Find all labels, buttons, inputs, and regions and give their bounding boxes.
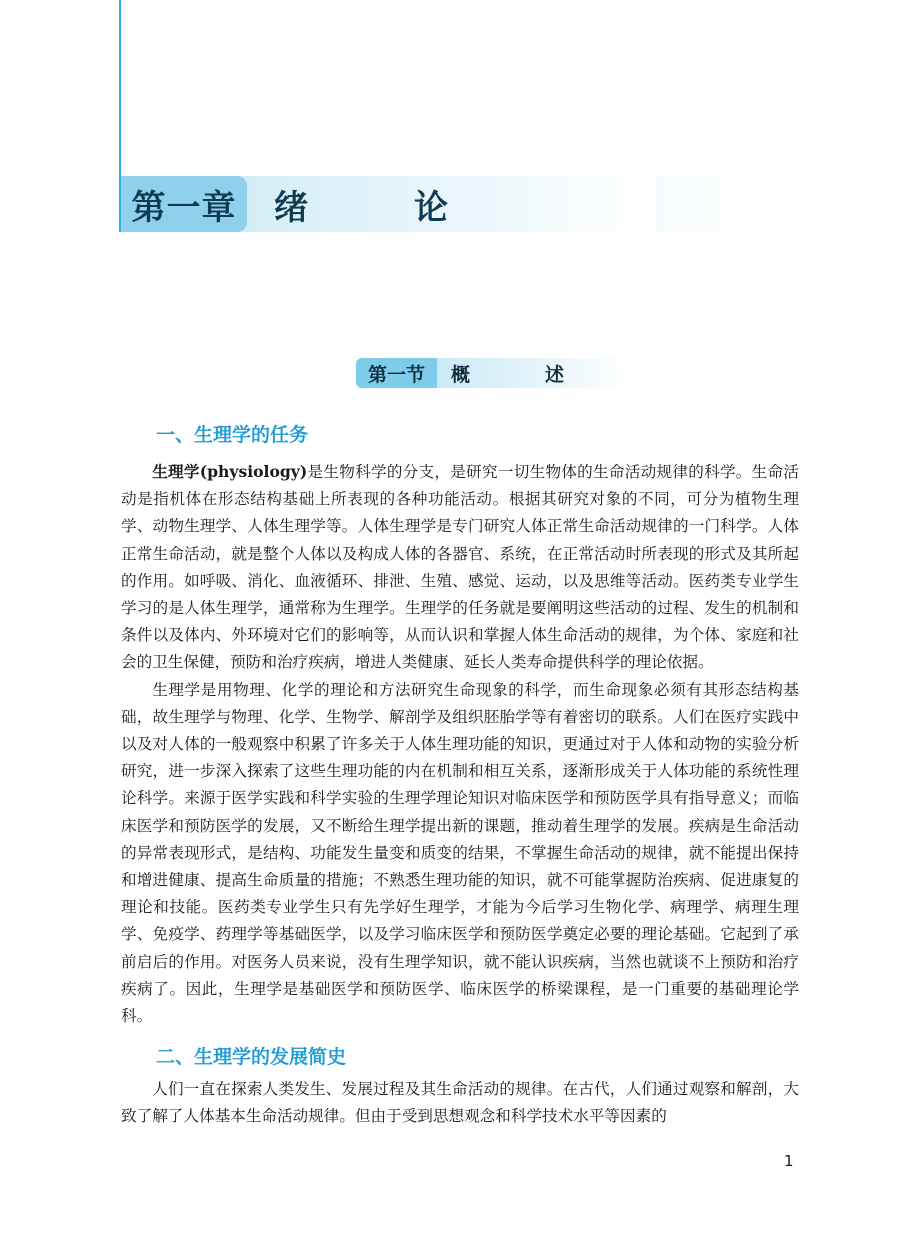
paragraph-text: 是生物科学的分支，是研究一切生物体的生命活动规律的科学。生命活动是指机体在形态结构基础上所表现的各种功能活动。根据其研究对象的不同，可分为植物生理学、动物生理学、人体生理学等。人体生理学是专门研究人体正常生命活动规律的一门科学。人体正常生命活动，就是整个人体以及构成人体的各器官、系统，在正常活动时所表现的形式及其所起的作用。如呼吸、消化、血液循环、排泄、生殖、感觉、运动，以及思维等活动。医药类专业学生学习的是人体生理学，通常称为生理学。生理学的任务就是要阐明这些活动的过程、发生的机制和条件以及体内、外环境对它们的影响等，从而认识和掌握人体生命活动的规律，为个体、家庭和社会的卫生保健，预防和治疗疾病，增进人类健康、延长人类寿命提供科学的理论依据。: [121, 463, 799, 672]
section-number: 第一节: [356, 358, 437, 388]
body-text-history: [121, 1076, 799, 1130]
section-title: 概 述: [437, 358, 632, 388]
subheading-history: 二、生理学的发展简史: [156, 1046, 347, 1068]
body-text: [121, 458, 799, 1030]
chapter-title: 绪 论: [256, 176, 656, 232]
section-heading: [356, 358, 632, 388]
page-number: 1: [784, 1152, 794, 1170]
subheading-task: 一、生理学的任务: [156, 424, 309, 446]
chapter-number: 第一章: [121, 176, 247, 232]
term-physiology: 生理学(physiology): [152, 462, 308, 481]
paragraph: [121, 458, 799, 677]
paragraph: 生理学是用物理、化学的理论和方法研究生命现象的科学，而生命现象必须有其形态结构基础，故生理学与物理、化学、生物学、解剖学及组织胚胎学等有着密切的联系。人们在医疗实践中以及对人体的一般观察中积累了许多关于人体生理功能的知识，更通过对于人体和动物的实验分析研究，进一步深入探索了这些生理功能的内在机制和相互关系，逐渐形成关于人体功能的系统性理论科学。来源于医学实践和科学实验的生理学理论知识对临床医学和预防医学具有指导意义；而临床医学和预防医学的发展，又不断给生理学提出新的课题，推动着生理学的发展。疾病是生命活动的异常表现形式，是结构、功能发生量变和质变的结果，不掌握生命活动的规律，就不能提出保持和增进健康、提高生命质量的措施；不熟悉生理功能的知识，就不可能掌握防治疾病、促进康复的理论和技能。医药类专业学生只有先学好生理学，才能为今后学习生物化学、病理学、病理生理学、免疫学、药理学等基础医学，以及学习临床医学和预防医学奠定必要的理论基础。它起到了承前启后的作用。对医务人员来说，没有生理学知识，就不能认识疾病，当然也就谈不上预防和治疗疾病了。因此，生理学是基础医学和预防医学、临床医学的桥梁课程，是一门重要的基础理论学科。: [121, 680, 799, 1026]
paragraph: 人们一直在探索人类发生、发展过程及其生命活动的规律。在古代，人们通过观察和解剖，大致了解了人体基本生命活动规律。但由于受到思想观念和科学技术水平等因素的: [121, 1080, 799, 1126]
